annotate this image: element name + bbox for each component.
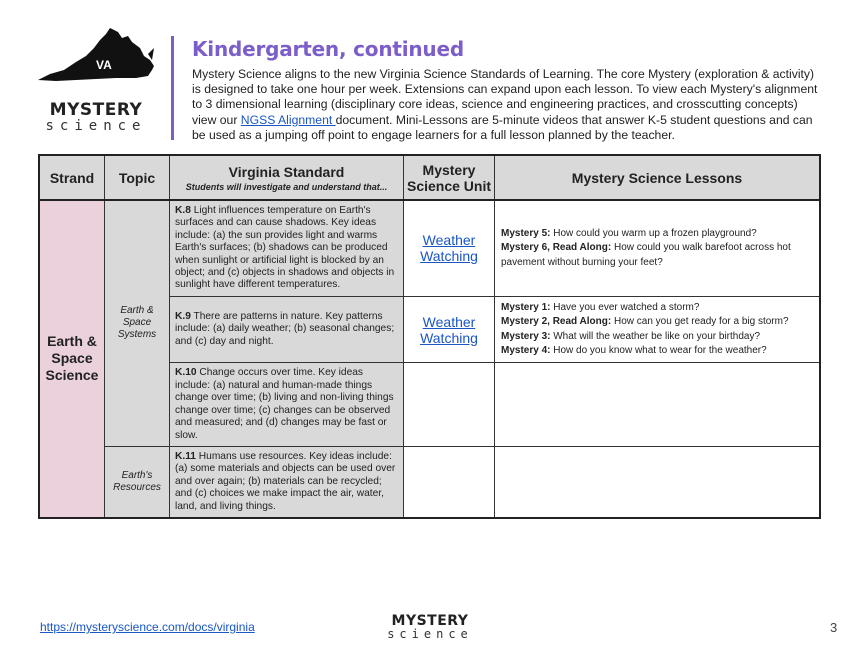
lesson-label: Mystery 3:	[501, 330, 551, 342]
intro-text-end: document. Mini-Lessons are 5-minute videos that answer K-5 student questions and can be used as a jumping off point to engage learners for a full lesson planned by the teacher.	[192, 112, 813, 142]
lesson-label: Mystery 5:	[501, 227, 551, 239]
standard-code: K.9	[175, 311, 191, 323]
standard-cell	[170, 200, 404, 296]
unit-cell	[404, 200, 495, 296]
footer-url-link[interactable]: https://mysteryscience.com/docs/virginia	[40, 620, 255, 634]
lesson-item	[501, 241, 813, 270]
lessons-cell-empty	[495, 446, 821, 518]
lessons-cell	[495, 200, 821, 296]
lesson-item	[501, 344, 813, 358]
unit-cell-empty	[404, 363, 495, 446]
lesson-item	[501, 301, 813, 315]
intro-paragraph	[192, 67, 822, 143]
logo-science-text: science	[45, 118, 147, 134]
state-label: VA	[96, 58, 112, 72]
lesson-question: Have you ever watched a storm?	[550, 301, 700, 313]
lesson-question: What will the weather be like on your birthday?	[550, 330, 761, 342]
standard-text: Light influences temperature on Earth's surfaces and can cause shadows. Key ideas include: (a) the sun provides light and warms Earth's surfaces; (b) shadows can be produced when sunlight or artificial light is blocked by an object; and (c) objects in shadows and objects in sunlight have different temperatures.	[175, 205, 395, 291]
unit-link-weather-watching[interactable]: Weather Watching	[420, 313, 478, 346]
standard-text: Change occurs over time. Key ideas include: (a) natural and human-made things change over time; (b) living and non-living things change over time; (c) changes can be observed and measured; and (d) changes may be fast or slow.	[175, 367, 394, 441]
standard-text: Humans use resources. Key ideas include: (a) some materials and objects can be used over and over again; (b) materials can be recycled; and (c) choices we make impact the air, water, land, and living things.	[175, 450, 396, 512]
footer-logo-mystery-text: MYSTERY	[391, 613, 469, 629]
standard-code: K.11	[175, 450, 196, 462]
topic-cell: Earth's Resources	[105, 446, 170, 518]
standard-cell	[170, 446, 404, 518]
lesson-question: How could you warm up a frozen playground?	[550, 227, 757, 239]
header-lessons: Mystery Science Lessons	[495, 155, 821, 200]
header-unit: Mystery Science Unit	[404, 155, 495, 200]
standard-cell	[170, 363, 404, 446]
header-standard	[170, 155, 404, 200]
lesson-question: How can you get ready for a big storm?	[611, 316, 789, 328]
lesson-label: Mystery 6, Read Along:	[501, 242, 612, 254]
mystery-science-logo	[40, 102, 152, 134]
lesson-question: How do you know what to wear for the weather?	[550, 345, 767, 357]
standards-table	[38, 154, 821, 519]
lesson-item	[501, 315, 813, 329]
strand-cell: Earth & Space Science	[39, 200, 105, 518]
header-standard-title: Virginia Standard	[228, 163, 345, 180]
unit-cell-empty	[404, 446, 495, 518]
table-header-row	[39, 155, 820, 200]
topic-cell: Earth & Space Systems	[105, 200, 170, 446]
lesson-label: Mystery 4:	[501, 345, 551, 357]
virginia-map-icon	[36, 26, 158, 84]
ngss-alignment-link[interactable]: NGSS Alignment	[240, 112, 336, 127]
lesson-label: Mystery 1:	[501, 301, 551, 313]
header-topic: Topic	[105, 155, 170, 200]
table-row	[39, 446, 820, 518]
standard-code: K.10	[175, 367, 197, 379]
unit-link-weather-watching[interactable]: Weather Watching	[420, 232, 478, 265]
logo-mystery-text: MYSTERY	[49, 100, 143, 120]
lesson-item	[501, 330, 813, 344]
unit-cell	[404, 296, 495, 363]
lesson-label: Mystery 2, Read Along:	[501, 316, 612, 328]
header-standard-subtitle: Students will investigate and understand that...	[185, 181, 388, 192]
page-number: 3	[830, 620, 838, 635]
table-row	[39, 200, 820, 296]
lessons-cell-empty	[495, 363, 821, 446]
accent-divider	[171, 36, 174, 140]
standard-cell	[170, 296, 404, 363]
intro-text-start: Mystery Science aligns to the new Virginia Science Standards of Learning. The core Mystery (exploration & activity) is designed to take one hour per week. Extensions can expand upon each lesson. To view each Mystery's alignment to 3 dimensional learning (disciplinary core ideas, science and engineering practices, and crosscutting concepts) view our	[192, 67, 818, 127]
lesson-item	[501, 227, 813, 241]
standard-text: There are patterns in nature. Key patterns include: (a) daily weather; (b) seasonal changes; and (c) day and night.	[175, 311, 395, 347]
standard-code: K.8	[175, 205, 191, 216]
lesson-question: How could you walk barefoot across hot pavement without burning your feet?	[501, 242, 791, 268]
footer-logo-science-text: science	[387, 627, 473, 641]
header-strand: Strand	[39, 155, 105, 200]
lessons-cell	[495, 296, 821, 363]
footer-logo	[385, 614, 475, 641]
page-title: Kindergarten, continued	[192, 37, 464, 61]
